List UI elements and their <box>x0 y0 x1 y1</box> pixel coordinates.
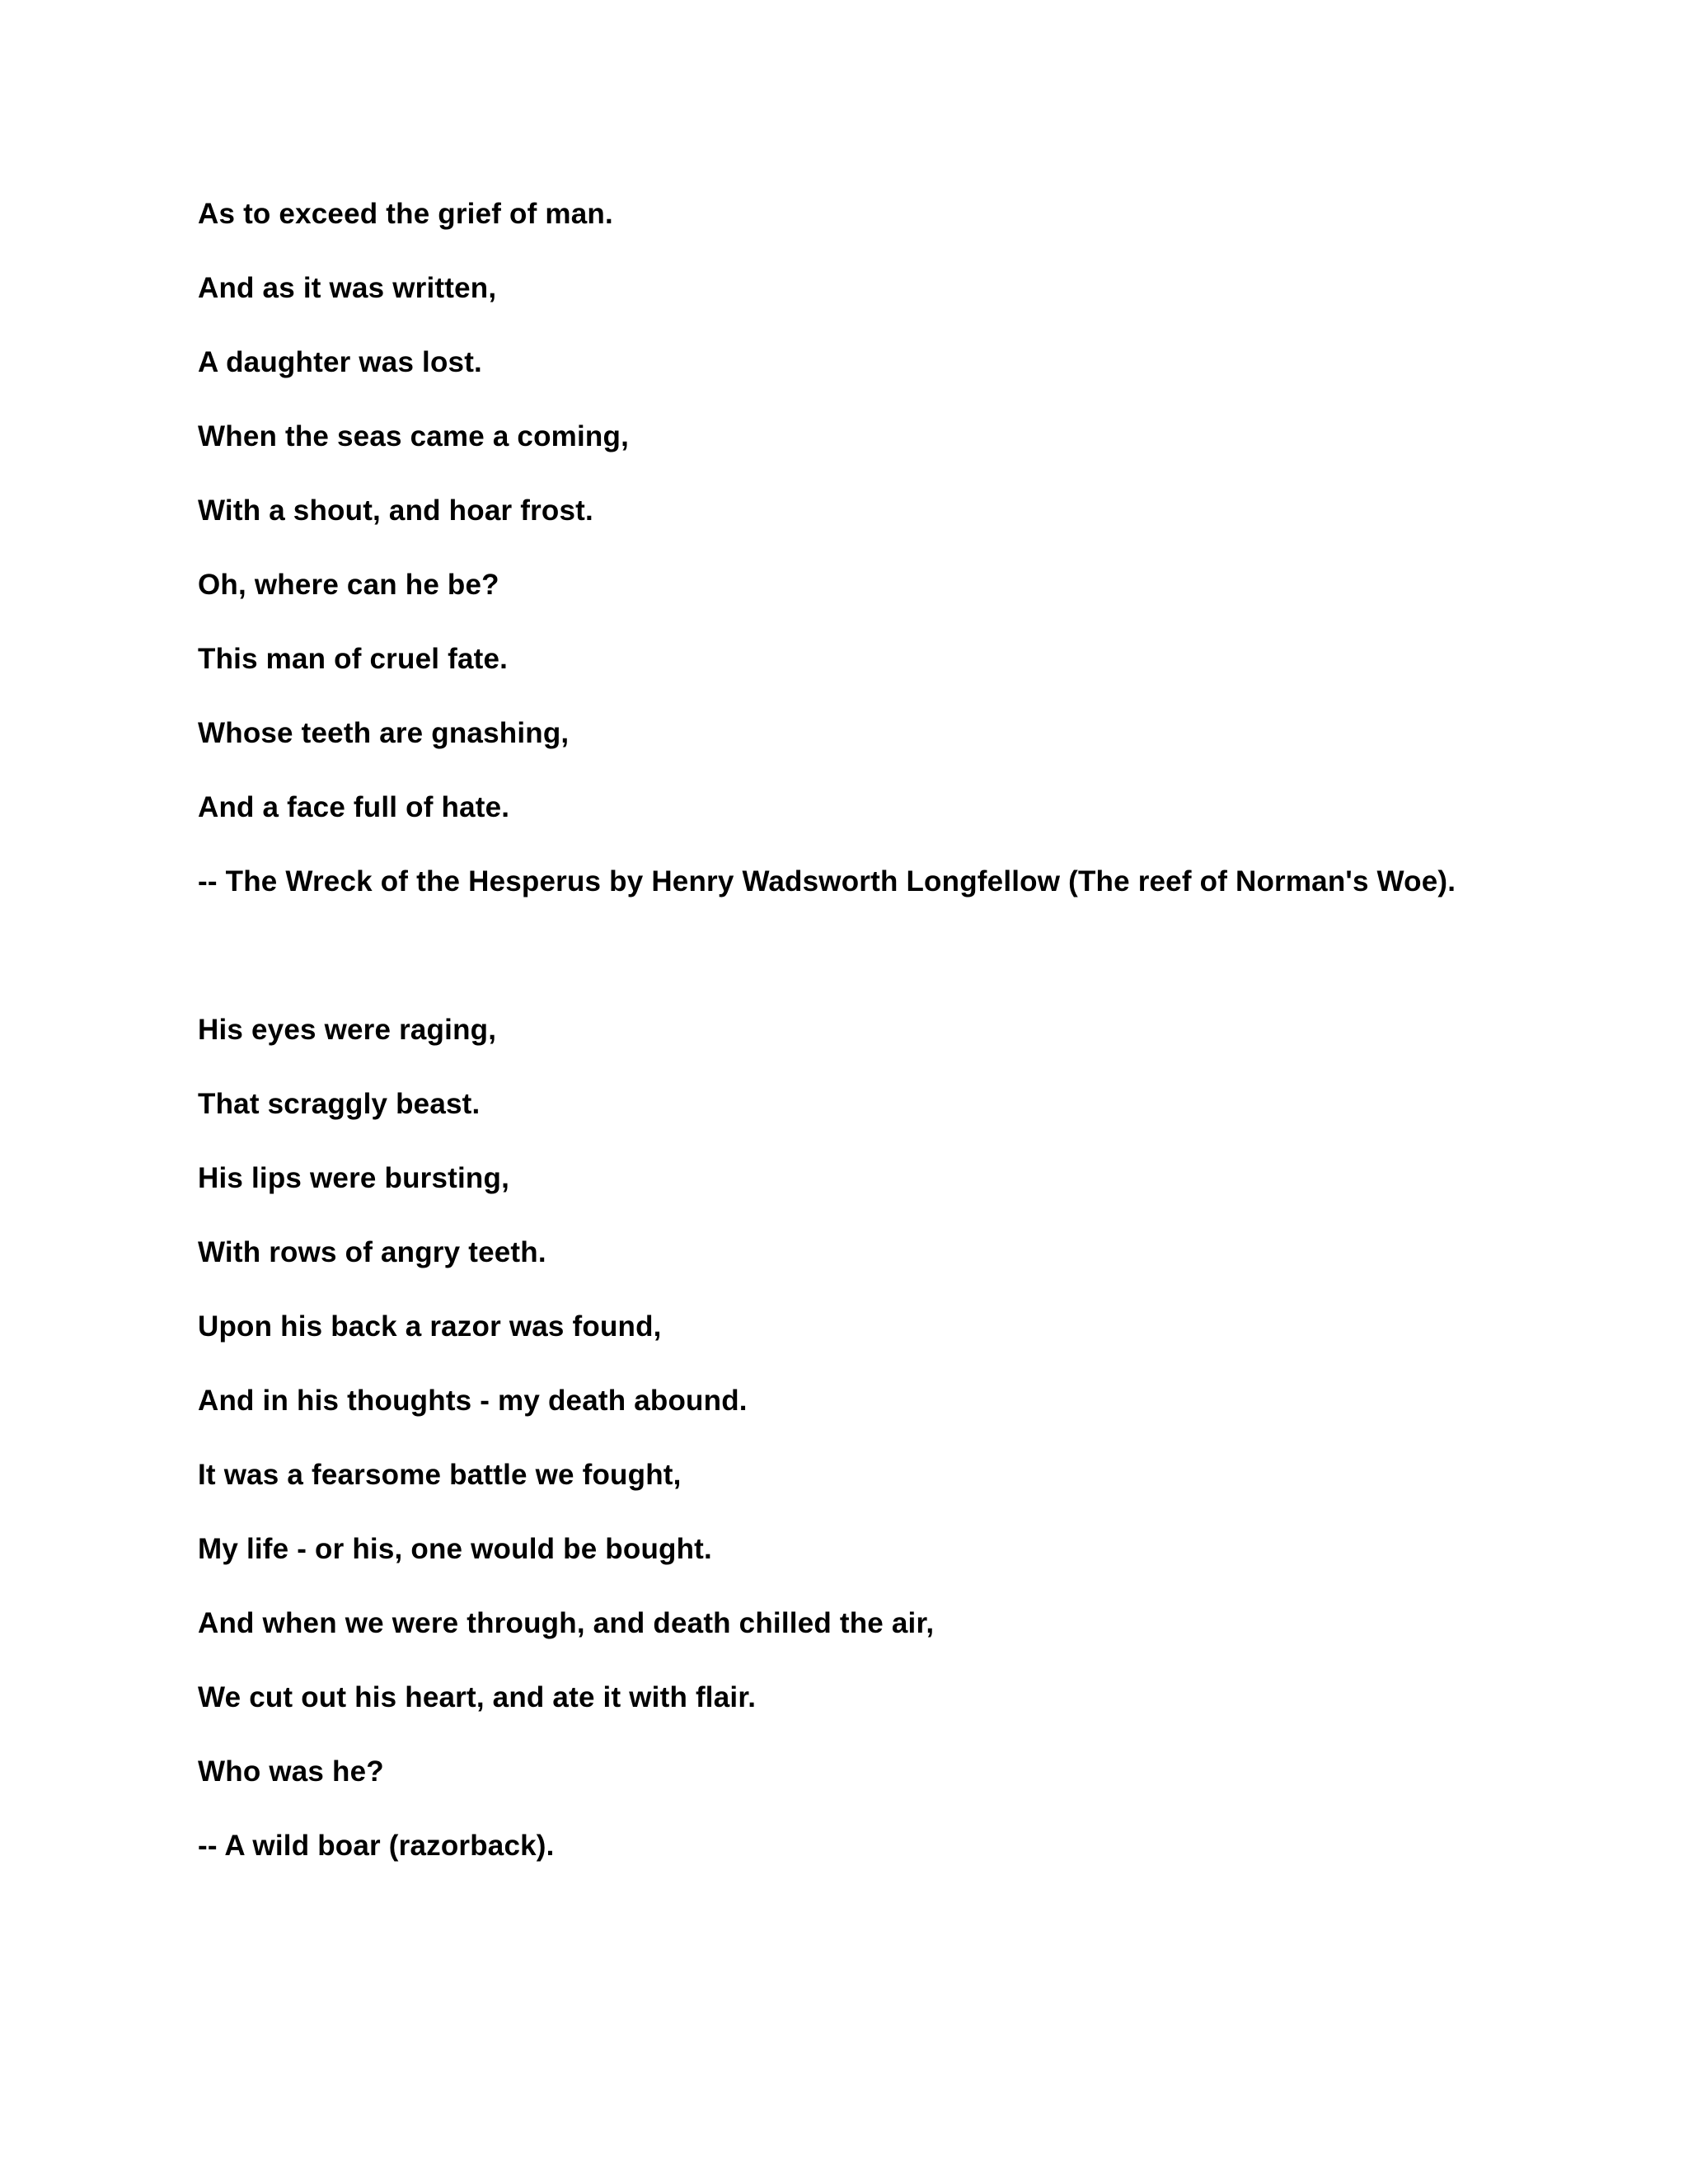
riddle-answer: -- A wild boar (razorback). <box>198 1830 555 1862</box>
stanza-boar <box>198 1010 1599 1867</box>
riddle-answer: -- The Wreck of the Hesperus by Henry Wadsworth Longfellow (The reef of Norman's Woe). <box>198 865 1456 898</box>
poem-line: With a shout, and hoar frost. <box>198 494 593 527</box>
poem-line: Oh, where can he be? <box>198 569 499 601</box>
poem-line: And as it was written, <box>198 272 497 304</box>
poem-line: And a face full of hate. <box>198 791 510 823</box>
poem-line: His eyes were raging, <box>198 1014 497 1046</box>
poem-line: This man of cruel fate. <box>198 643 509 675</box>
stanza-spacer <box>198 935 1599 1010</box>
poem-line: That scraggly beast. <box>198 1088 481 1120</box>
poem-line: Upon his back a razor was found, <box>198 1310 662 1343</box>
poem-line: It was a fearsome battle we fought, <box>198 1459 682 1491</box>
poem-line: A daughter was lost. <box>198 346 482 378</box>
poem-line: Whose teeth are gnashing, <box>198 717 570 749</box>
poem-line: Who was he? <box>198 1755 384 1788</box>
stanza-hesperus <box>198 194 1599 902</box>
poem-line: We cut out his heart, and ate it with flair. <box>198 1681 757 1713</box>
poem-line: And when we were through, and death chilled the air, <box>198 1607 935 1639</box>
poem-line: When the seas came a coming, <box>198 420 629 452</box>
poem-line: And in his thoughts - my death abound. <box>198 1385 748 1417</box>
poem-line: As to exceed the grief of man. <box>198 198 613 230</box>
poem-line: My life - or his, one would be bought. <box>198 1533 712 1565</box>
poem-line: With rows of angry teeth. <box>198 1236 546 1268</box>
document-body <box>198 194 1599 1900</box>
poem-line: His lips were bursting, <box>198 1162 510 1194</box>
